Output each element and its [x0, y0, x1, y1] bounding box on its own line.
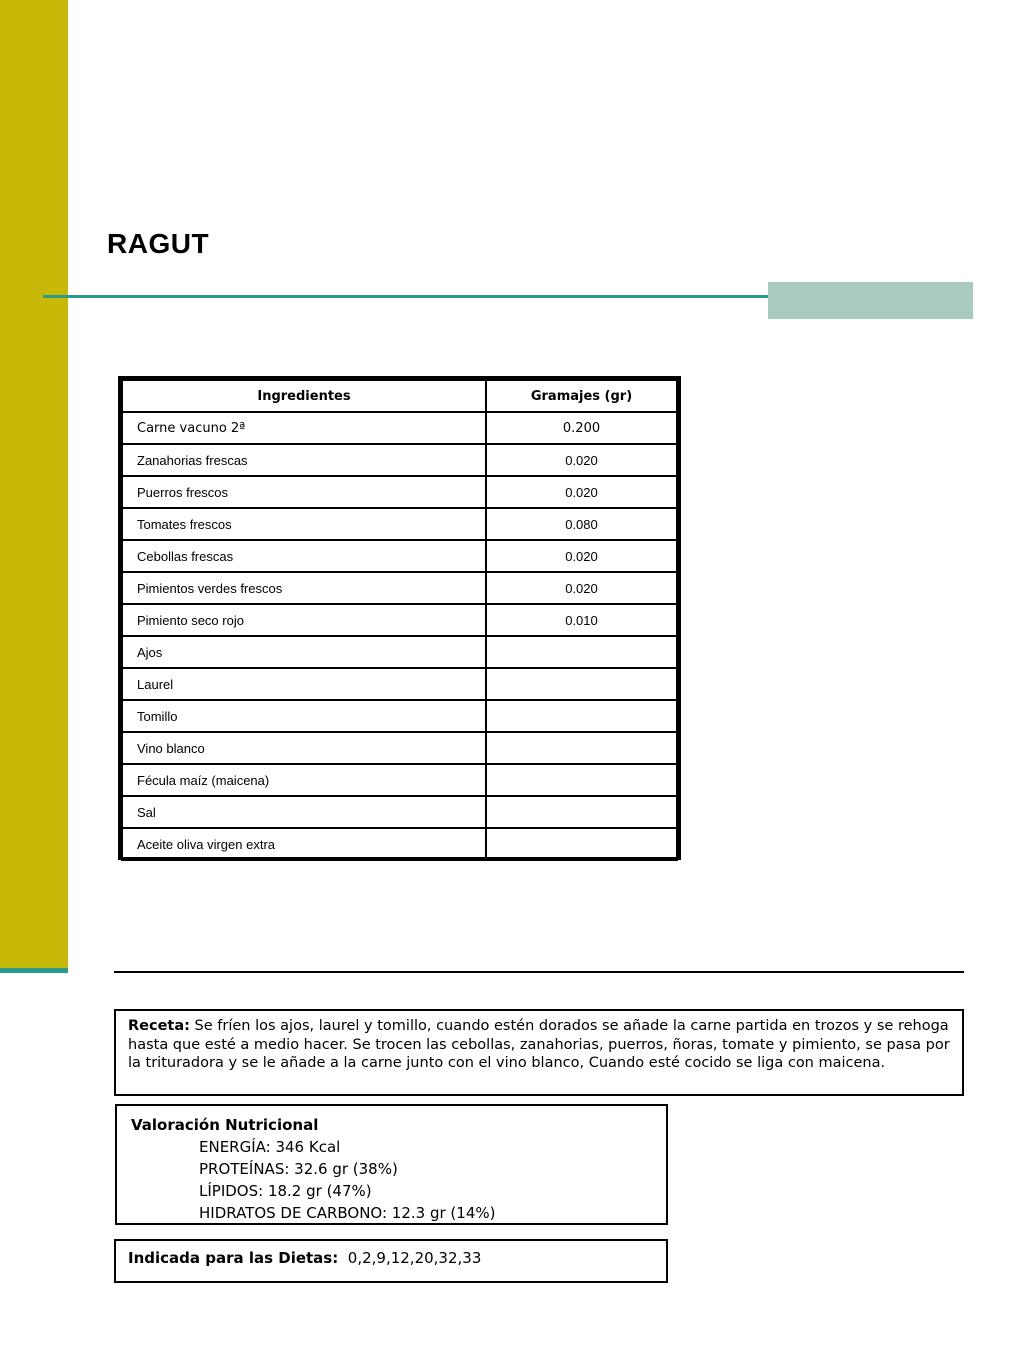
- diets-value: 0,2,9,12,20,32,33: [347, 1249, 482, 1267]
- sidebar-accent: [0, 968, 68, 973]
- ingredient-cell: Zanahorias frescas: [122, 444, 486, 476]
- table-header-row: [122, 380, 677, 412]
- table-row: [122, 508, 677, 540]
- amount-cell: 0.020: [486, 572, 677, 604]
- ingredient-cell: Puerros frescos: [122, 476, 486, 508]
- column-header-amount: Gramajes (gr): [486, 380, 677, 412]
- amount-cell: 0.020: [486, 540, 677, 572]
- amount-cell: 0.080: [486, 508, 677, 540]
- recipe-box: [114, 1009, 964, 1096]
- diets-box: [114, 1239, 668, 1283]
- nutrition-carbs: HIDRATOS DE CARBONO: 12.3 gr (14%): [199, 1204, 496, 1222]
- amount-cell: 0.010: [486, 604, 677, 636]
- ingredient-cell: Tomates frescos: [122, 508, 486, 540]
- table-row: [122, 444, 677, 476]
- table-row: [122, 732, 677, 764]
- table-row: [122, 412, 677, 444]
- nutrition-heading: Valoración Nutricional: [131, 1116, 319, 1134]
- table-row: [122, 764, 677, 796]
- table-row: [122, 540, 677, 572]
- nutrition-energy: ENERGÍA: 346 Kcal: [199, 1138, 341, 1156]
- table-row: [122, 796, 677, 828]
- amount-cell: 0.200: [486, 412, 677, 444]
- amount-cell: [486, 828, 677, 860]
- ingredient-cell: Pimiento seco rojo: [122, 604, 486, 636]
- table-row: [122, 668, 677, 700]
- ingredient-cell: Aceite oliva virgen extra: [122, 828, 486, 860]
- nutrition-lipids: LÍPIDOS: 18.2 gr (47%): [199, 1182, 372, 1200]
- ingredients-table: [118, 376, 681, 860]
- column-header-ingredients: Ingredientes: [122, 380, 486, 412]
- diets-label: Indicada para las Dietas:: [128, 1249, 339, 1267]
- section-divider: [114, 971, 964, 973]
- ingredient-cell: Cebollas frescas: [122, 540, 486, 572]
- ingredient-cell: Laurel: [122, 668, 486, 700]
- table-row: [122, 476, 677, 508]
- ingredient-cell: Tomillo: [122, 700, 486, 732]
- amount-cell: 0.020: [486, 476, 677, 508]
- amount-cell: [486, 700, 677, 732]
- ingredient-cell: Vino blanco: [122, 732, 486, 764]
- recipe-label: Receta:: [128, 1018, 190, 1034]
- table-row: [122, 604, 677, 636]
- ingredient-cell: Pimientos verdes frescos: [122, 572, 486, 604]
- amount-cell: [486, 796, 677, 828]
- accent-block: [768, 282, 973, 319]
- ingredient-cell: Fécula maíz (maicena): [122, 764, 486, 796]
- amount-cell: [486, 764, 677, 796]
- table-row: [122, 700, 677, 732]
- amount-cell: [486, 732, 677, 764]
- ingredient-cell: Carne vacuno 2ª: [122, 412, 486, 444]
- table-row: [122, 572, 677, 604]
- nutrition-protein: PROTEÍNAS: 32.6 gr (38%): [199, 1160, 398, 1178]
- page-title: RAGUT: [107, 228, 210, 259]
- amount-cell: [486, 636, 677, 668]
- table-row: [122, 828, 677, 860]
- nutrition-box: [115, 1104, 668, 1225]
- table-row: [122, 636, 677, 668]
- sidebar-bar: [0, 0, 68, 968]
- ingredient-cell: Sal: [122, 796, 486, 828]
- amount-cell: 0.020: [486, 444, 677, 476]
- ingredient-cell: Ajos: [122, 636, 486, 668]
- amount-cell: [486, 668, 677, 700]
- recipe-text: Se fríen los ajos, laurel y tomillo, cuando estén dorados se añade la carne partida en trozos y se rehoga hasta que esté a medio hacer. Se trocen las cebollas, zanahorias, puerros, ñoras, tomate y pimiento, se pasa por la trituradora y se le añade a la carne junto con el vino blanco, Cuando esté cocido se liga con maicena.: [128, 1018, 950, 1071]
